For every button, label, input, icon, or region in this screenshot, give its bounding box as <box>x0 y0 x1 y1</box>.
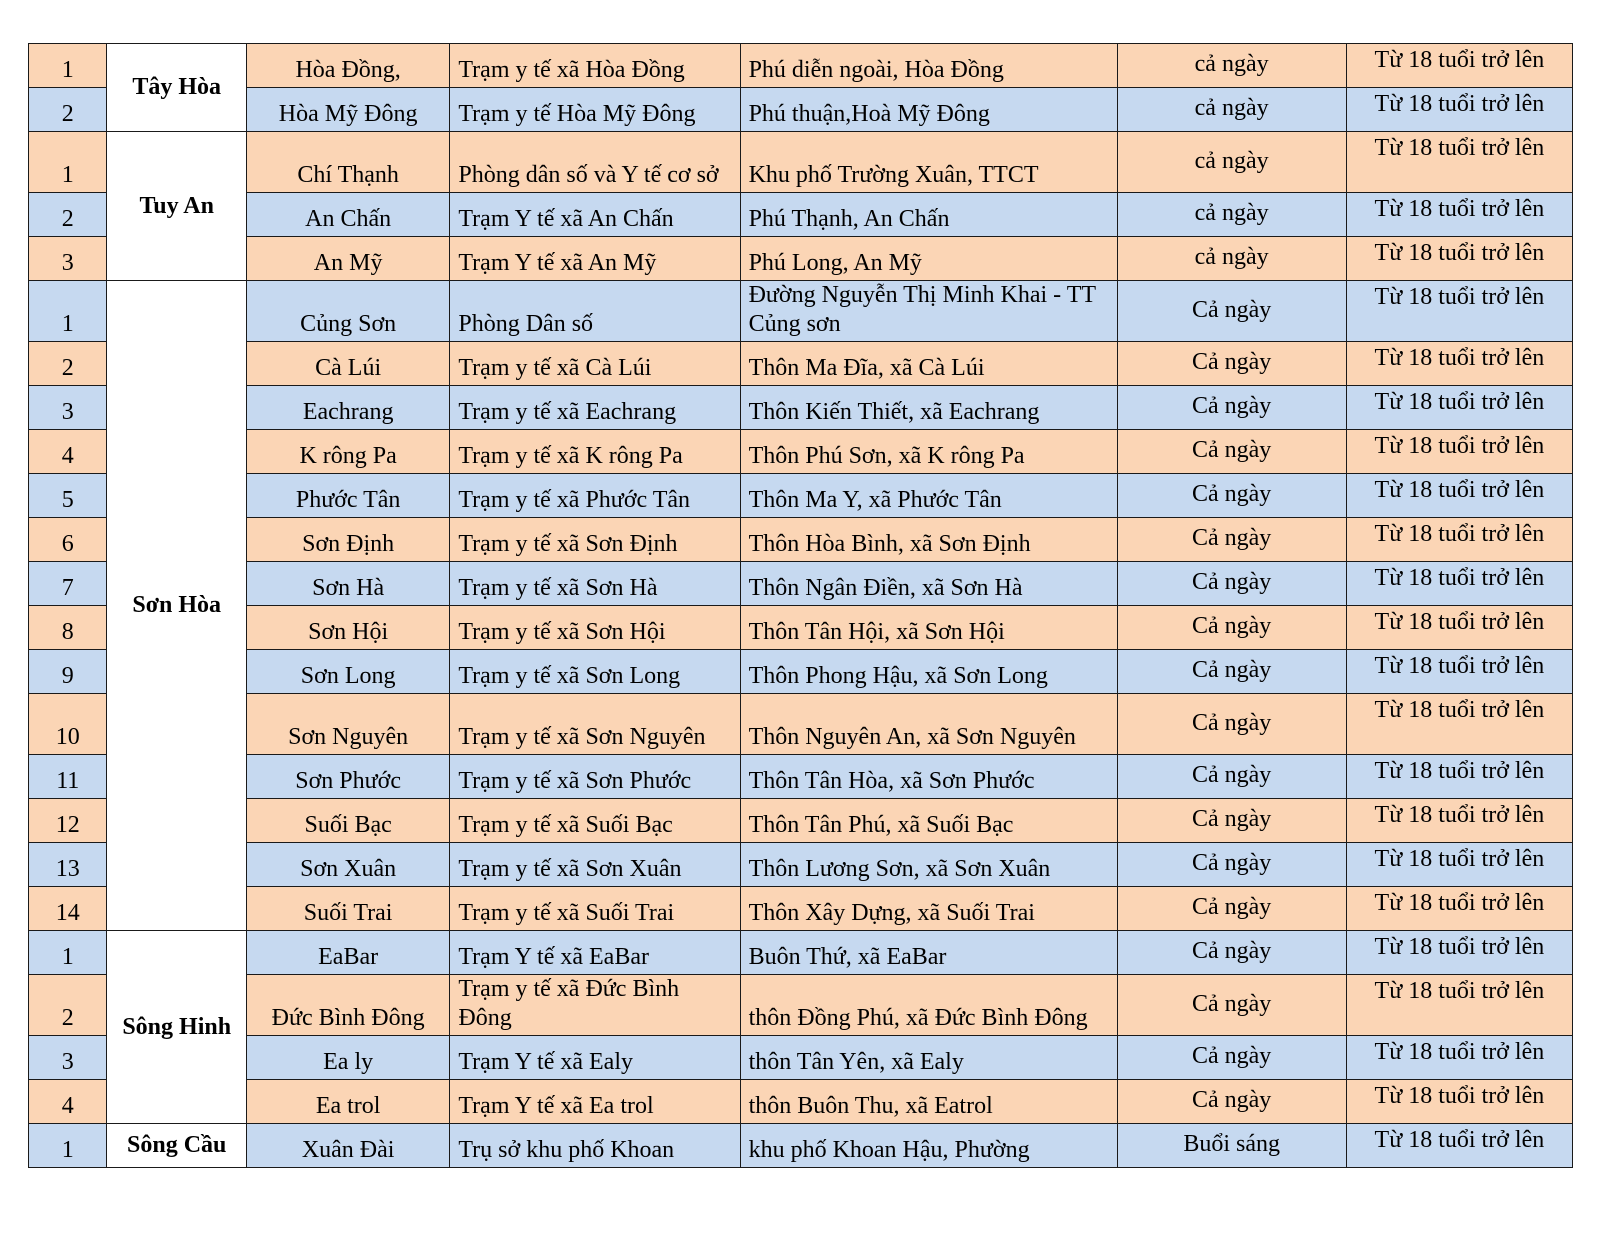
row-number: 4 <box>29 1080 107 1124</box>
vaccination-site-cell: Trạm y tế xã K rông Pa <box>450 430 740 474</box>
age-group-cell: Từ 18 tuổi trở lên <box>1346 518 1572 562</box>
row-number: 10 <box>29 694 107 755</box>
row-number: 2 <box>29 193 107 237</box>
address-cell: Thôn Kiến Thiết, xã Eachrang <box>740 386 1117 430</box>
commune-cell: Hòa Đồng, <box>246 44 449 88</box>
address-cell: Đường Nguyễn Thị Minh Khai - TT Củng sơn <box>740 281 1117 342</box>
row-number: 13 <box>29 843 107 887</box>
table-row <box>29 887 1573 931</box>
address-cell: Thôn Nguyên An, xã Sơn Nguyên <box>740 694 1117 755</box>
age-group-cell: Từ 18 tuổi trở lên <box>1346 755 1572 799</box>
session-time-cell: Cả ngày <box>1117 843 1346 887</box>
commune-cell: An Mỹ <box>246 237 449 281</box>
table-row <box>29 1124 1573 1168</box>
address-cell: khu phố Khoan Hậu, Phường <box>740 1124 1117 1168</box>
session-time-cell: Cả ngày <box>1117 1080 1346 1124</box>
vaccination-site-cell: Trạm y tế xã Sơn Long <box>450 650 740 694</box>
address-cell: Phú Thạnh, An Chấn <box>740 193 1117 237</box>
session-time-cell: cả ngày <box>1117 193 1346 237</box>
vaccination-site-cell: Trạm y tế xã Sơn Phước <box>450 755 740 799</box>
table-row <box>29 237 1573 281</box>
table-row <box>29 975 1573 1036</box>
vaccination-site-cell: Trạm Y tế xã EaBar <box>450 931 740 975</box>
table-row <box>29 755 1573 799</box>
commune-cell: Đức Bình Đông <box>246 975 449 1036</box>
vaccination-site-cell: Phòng dân số và Y tế cơ sở <box>450 132 740 193</box>
address-cell: Thôn Phú Sơn, xã K rông Pa <box>740 430 1117 474</box>
age-group-cell: Từ 18 tuổi trở lên <box>1346 1080 1572 1124</box>
commune-cell: Sơn Nguyên <box>246 694 449 755</box>
row-number: 5 <box>29 474 107 518</box>
row-number: 7 <box>29 562 107 606</box>
age-group-cell: Từ 18 tuổi trở lên <box>1346 694 1572 755</box>
commune-cell: Sơn Định <box>246 518 449 562</box>
age-group-cell: Từ 18 tuổi trở lên <box>1346 430 1572 474</box>
session-time-cell: Cả ngày <box>1117 650 1346 694</box>
vaccination-site-cell: Trạm Y tế xã An Chấn <box>450 193 740 237</box>
table-row <box>29 799 1573 843</box>
district-name-cell: Tây Hòa <box>107 44 246 132</box>
district-name-cell: Sông Hinh <box>107 931 246 1124</box>
row-number: 2 <box>29 342 107 386</box>
table-row <box>29 562 1573 606</box>
commune-cell: Sơn Long <box>246 650 449 694</box>
age-group-cell: Từ 18 tuổi trở lên <box>1346 474 1572 518</box>
table-row <box>29 430 1573 474</box>
age-group-cell: Từ 18 tuổi trở lên <box>1346 281 1572 342</box>
commune-cell: Sơn Hội <box>246 606 449 650</box>
address-cell: Phú Long, An Mỹ <box>740 237 1117 281</box>
session-time-cell: Cả ngày <box>1117 931 1346 975</box>
commune-cell: Sơn Phước <box>246 755 449 799</box>
row-number: 1 <box>29 931 107 975</box>
session-time-cell: Cả ngày <box>1117 386 1346 430</box>
session-time-cell: cả ngày <box>1117 88 1346 132</box>
age-group-cell: Từ 18 tuổi trở lên <box>1346 931 1572 975</box>
vaccination-site-cell: Trạm Y tế xã Ea trol <box>450 1080 740 1124</box>
address-cell: thôn Tân Yên, xã Ealy <box>740 1036 1117 1080</box>
vaccination-site-cell: Trạm Y tế xã An Mỹ <box>450 237 740 281</box>
vaccination-site-cell: Trạm y tế xã Phước Tân <box>450 474 740 518</box>
row-number: 3 <box>29 386 107 430</box>
age-group-cell: Từ 18 tuổi trở lên <box>1346 606 1572 650</box>
age-group-cell: Từ 18 tuổi trở lên <box>1346 386 1572 430</box>
vaccination-site-cell: Trạm y tế xã Eachrang <box>450 386 740 430</box>
session-time-cell: Cả ngày <box>1117 755 1346 799</box>
address-cell: Thôn Tân Hòa, xã Sơn Phước <box>740 755 1117 799</box>
age-group-cell: Từ 18 tuổi trở lên <box>1346 132 1572 193</box>
session-time-cell: cả ngày <box>1117 132 1346 193</box>
address-cell: Phú diễn ngoài, Hòa Đồng <box>740 44 1117 88</box>
session-time-cell: Cả ngày <box>1117 474 1346 518</box>
age-group-cell: Từ 18 tuổi trở lên <box>1346 1124 1572 1168</box>
row-number: 3 <box>29 237 107 281</box>
table-row <box>29 694 1573 755</box>
session-time-cell: cả ngày <box>1117 44 1346 88</box>
age-group-cell: Từ 18 tuổi trở lên <box>1346 342 1572 386</box>
session-time-cell: Cả ngày <box>1117 694 1346 755</box>
table-row <box>29 132 1573 193</box>
commune-cell: Ea trol <box>246 1080 449 1124</box>
table-row <box>29 342 1573 386</box>
age-group-cell: Từ 18 tuổi trở lên <box>1346 193 1572 237</box>
age-group-cell: Từ 18 tuổi trở lên <box>1346 975 1572 1036</box>
vaccination-site-cell: Trạm y tế xã Sơn Xuân <box>450 843 740 887</box>
session-time-cell: Cả ngày <box>1117 281 1346 342</box>
address-cell: thôn Đồng Phú, xã Đức Bình Đông <box>740 975 1117 1036</box>
table-row <box>29 1036 1573 1080</box>
address-cell: Thôn Ma Y, xã Phước Tân <box>740 474 1117 518</box>
session-time-cell: Cả ngày <box>1117 887 1346 931</box>
session-time-cell: Cả ngày <box>1117 518 1346 562</box>
vaccination-site-cell: Trạm y tế xã Suối Trai <box>450 887 740 931</box>
address-cell: Khu phố Trường Xuân, TTCT <box>740 132 1117 193</box>
vaccination-site-cell: Trạm y tế xã Cà Lúi <box>450 342 740 386</box>
vaccination-site-cell: Trạm y tế xã Sơn Hà <box>450 562 740 606</box>
address-cell: Thôn Xây Dựng, xã Suối Trai <box>740 887 1117 931</box>
age-group-cell: Từ 18 tuổi trở lên <box>1346 887 1572 931</box>
commune-cell: Phước Tân <box>246 474 449 518</box>
row-number: 11 <box>29 755 107 799</box>
vaccination-site-cell: Trạm y tế xã Suối Bạc <box>450 799 740 843</box>
address-cell: Thôn Tân Hội, xã Sơn Hội <box>740 606 1117 650</box>
row-number: 2 <box>29 88 107 132</box>
commune-cell: Sơn Xuân <box>246 843 449 887</box>
table-row <box>29 931 1573 975</box>
commune-cell: Suối Trai <box>246 887 449 931</box>
commune-cell: Sơn Hà <box>246 562 449 606</box>
address-cell: Thôn Hòa Bình, xã Sơn Định <box>740 518 1117 562</box>
row-number: 2 <box>29 975 107 1036</box>
address-cell: Thôn Phong Hậu, xã Sơn Long <box>740 650 1117 694</box>
age-group-cell: Từ 18 tuổi trở lên <box>1346 44 1572 88</box>
table-body <box>29 44 1573 1168</box>
district-name-cell: Sơn Hòa <box>107 281 246 931</box>
commune-cell: Xuân Đài <box>246 1124 449 1168</box>
commune-cell: Ea ly <box>246 1036 449 1080</box>
row-number: 1 <box>29 281 107 342</box>
vaccination-site-cell: Trạm y tế Hòa Mỹ Đông <box>450 88 740 132</box>
row-number: 1 <box>29 1124 107 1168</box>
table-row <box>29 281 1573 342</box>
session-time-cell: cả ngày <box>1117 237 1346 281</box>
age-group-cell: Từ 18 tuổi trở lên <box>1346 799 1572 843</box>
commune-cell: Hòa Mỹ Đông <box>246 88 449 132</box>
age-group-cell: Từ 18 tuổi trở lên <box>1346 88 1572 132</box>
commune-cell: An Chấn <box>246 193 449 237</box>
district-name-cell: Tuy An <box>107 132 246 281</box>
vaccination-site-cell: Trạm y tế xã Sơn Hội <box>450 606 740 650</box>
address-cell: Phú thuận,Hoà Mỹ Đông <box>740 88 1117 132</box>
vaccination-site-cell: Trạm y tế xã Sơn Định <box>450 518 740 562</box>
address-cell: Thôn Lương Sơn, xã Sơn Xuân <box>740 843 1117 887</box>
session-time-cell: Cả ngày <box>1117 1036 1346 1080</box>
session-time-cell: Cả ngày <box>1117 562 1346 606</box>
vaccination-site-table <box>28 43 1573 1168</box>
row-number: 9 <box>29 650 107 694</box>
table-row <box>29 1080 1573 1124</box>
row-number: 1 <box>29 132 107 193</box>
table-row <box>29 88 1573 132</box>
table-row <box>29 606 1573 650</box>
commune-cell: Eachrang <box>246 386 449 430</box>
address-cell: Thôn Tân Phú, xã Suối Bạc <box>740 799 1117 843</box>
row-number: 4 <box>29 430 107 474</box>
address-cell: thôn Buôn Thu, xã Eatrol <box>740 1080 1117 1124</box>
session-time-cell: Cả ngày <box>1117 799 1346 843</box>
table-row <box>29 650 1573 694</box>
row-number: 14 <box>29 887 107 931</box>
table-row <box>29 518 1573 562</box>
vaccination-site-cell: Trạm Y tế xã Ealy <box>450 1036 740 1080</box>
row-number: 1 <box>29 44 107 88</box>
row-number: 8 <box>29 606 107 650</box>
vaccination-site-cell: Phòng Dân số <box>450 281 740 342</box>
session-time-cell: Buổi sáng <box>1117 1124 1346 1168</box>
age-group-cell: Từ 18 tuổi trở lên <box>1346 843 1572 887</box>
session-time-cell: Cả ngày <box>1117 606 1346 650</box>
session-time-cell: Cả ngày <box>1117 975 1346 1036</box>
table-row <box>29 474 1573 518</box>
table-row <box>29 44 1573 88</box>
vaccination-site-cell: Trụ sở khu phố Khoan <box>450 1124 740 1168</box>
row-number: 6 <box>29 518 107 562</box>
commune-cell: Củng Sơn <box>246 281 449 342</box>
address-cell: Thôn Ngân Điền, xã Sơn Hà <box>740 562 1117 606</box>
age-group-cell: Từ 18 tuổi trở lên <box>1346 562 1572 606</box>
vaccination-site-cell: Trạm y tế xã Hòa Đồng <box>450 44 740 88</box>
vaccination-site-cell: Trạm y tế xã Sơn Nguyên <box>450 694 740 755</box>
table-row <box>29 386 1573 430</box>
district-name-cell: Sông Cầu <box>107 1124 246 1168</box>
row-number: 3 <box>29 1036 107 1080</box>
vaccination-site-cell: Trạm y tế xã Đức Bình Đông <box>450 975 740 1036</box>
commune-cell: K rông Pa <box>246 430 449 474</box>
age-group-cell: Từ 18 tuổi trở lên <box>1346 1036 1572 1080</box>
session-time-cell: Cả ngày <box>1117 342 1346 386</box>
commune-cell: EaBar <box>246 931 449 975</box>
commune-cell: Cà Lúi <box>246 342 449 386</box>
table-row <box>29 843 1573 887</box>
commune-cell: Suối Bạc <box>246 799 449 843</box>
session-time-cell: Cả ngày <box>1117 430 1346 474</box>
age-group-cell: Từ 18 tuổi trở lên <box>1346 237 1572 281</box>
commune-cell: Chí Thạnh <box>246 132 449 193</box>
table-row <box>29 193 1573 237</box>
address-cell: Thôn Ma Đĩa, xã Cà Lúi <box>740 342 1117 386</box>
age-group-cell: Từ 18 tuổi trở lên <box>1346 650 1572 694</box>
address-cell: Buôn Thứ, xã EaBar <box>740 931 1117 975</box>
row-number: 12 <box>29 799 107 843</box>
